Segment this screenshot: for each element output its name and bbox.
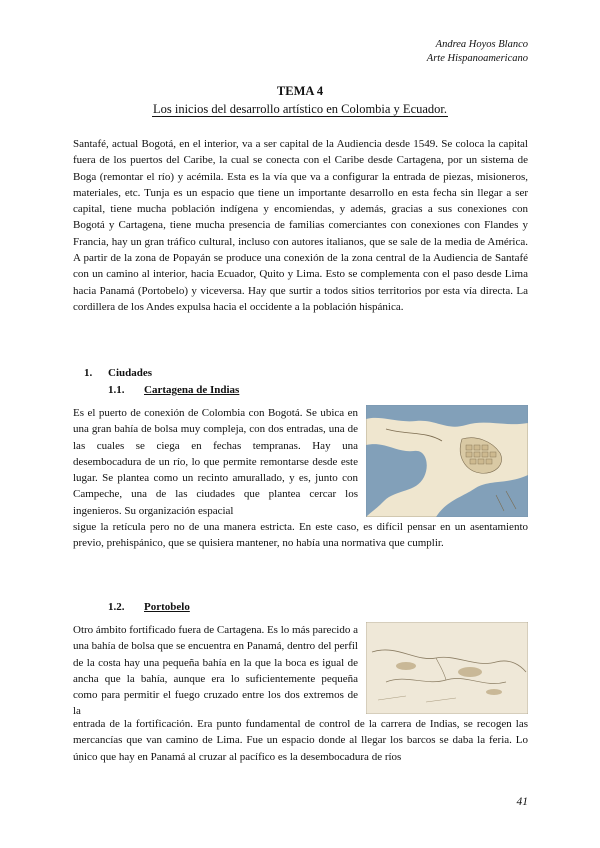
section-number: 1. — [84, 367, 93, 379]
cartagena-paragraph-wrap: Es el puerto de conexión de Colombia con Bogotá. Se ubica en una gran bahía de bolsa muy compleja, con dos entradas, una de las cuales se ciega en fechas tempranas. Hay una desembocadura de un río, lo que permite remontarse desde este lugar. Se plantea como un recinto amurallado, y es, junto con Campeche, una de las ciudades que plantea cercar los ingenieros. Su organización espacial — [73, 407, 358, 517]
subsection-number: 1.1. — [108, 384, 125, 396]
subsection-heading-portobelo — [108, 601, 190, 613]
portobelo-paragraph-wrap: Otro ámbito fortificado fuera de Cartagena. Es lo más parecido a una bahía de bolsa que se encuentra en Panamá, dentro del perfil de la costa hay una pequeña bahía en la que la boca es igual de ancha que la bahía, aunque era lo suficientemente pequeña como para permitir el fuego cruzado entre los dos extremos de la — [73, 624, 358, 718]
section-heading-ciudades — [84, 367, 152, 379]
course-name: Arte Hispanoamericano — [426, 53, 528, 64]
section-title: Ciudades — [108, 367, 153, 379]
subsection-heading-cartagena — [108, 384, 239, 396]
portobelo-map-image — [366, 622, 528, 714]
cartagena-paragraph-full: sigue la retícula pero no de una manera estricta. En este caso, es difícil pensar en un asentamiento previo, prehispánico, que se quisiera mantener, no había una normativa que cumplir. — [73, 521, 528, 550]
author-name: Andrea Hoyos Blanco — [435, 39, 528, 50]
cartagena-map-image — [366, 405, 528, 517]
tema-title: TEMA 4 — [276, 84, 324, 98]
page-number: 41 — [516, 796, 528, 808]
page-header — [427, 38, 528, 66]
subsection-number: 1.2. — [108, 601, 125, 613]
portobelo-paragraph-full: entrada de la fortificación. Era punto fundamental de control de la carrera de Indias, se recogen las mercancías que van camino de Lima. Fue un espacio donde al llegar los barcos se daba la feria. Lo único que hay en Panamá al cruzar al pacífico es la desembocadura de ríos — [73, 718, 528, 763]
tema-subtitle-text: Los inicios del desarrollo artístico en Colombia y Ecuador. — [152, 102, 448, 116]
subsection-title: Cartagena de Indias — [144, 384, 240, 396]
intro-paragraph: Santafé, actual Bogotá, en el interior, va a ser capital de la Audiencia desde 1549. Se coloca la capital fuera de los puertos del Caribe, la cual se conecta con el Caribe desde Cartagena, por un sistema de Boga (remontar el río) y acémila. Esta es la vía que va a configurar la entrada de piezas, misioneros, materiales, etc. Tunja es un espacio que tiene un importante desarrollo en esta fecha sin llegar a ser capital, tiene mucha población indígena y encomiendas, y además, gracias a sus conexiones con Bogotá y Cartagena, tiene mucha presencia de familias comerciantes con conexiones con Flandes y Francia, hay un gran tráfico cultural, incluso con autores italianos, que se sale de la media de América. A partir de la zona de Popayán se produce una conexión de la zona central de la Audiencia de Santafé con un camino al interior, hacia Ecuador, Quito y Lima. Esto se complementa con el paso desde Lima hacia Panamá (Portobelo) y viceversa. Hay que surtir a todos sitios territorios por esta vía directa. La cordillera de los Andes expulsa hacia el occidente a la población hispánica. — [73, 138, 528, 313]
tema-subtitle — [0, 102, 600, 117]
subsection-title: Portobelo — [144, 601, 190, 613]
